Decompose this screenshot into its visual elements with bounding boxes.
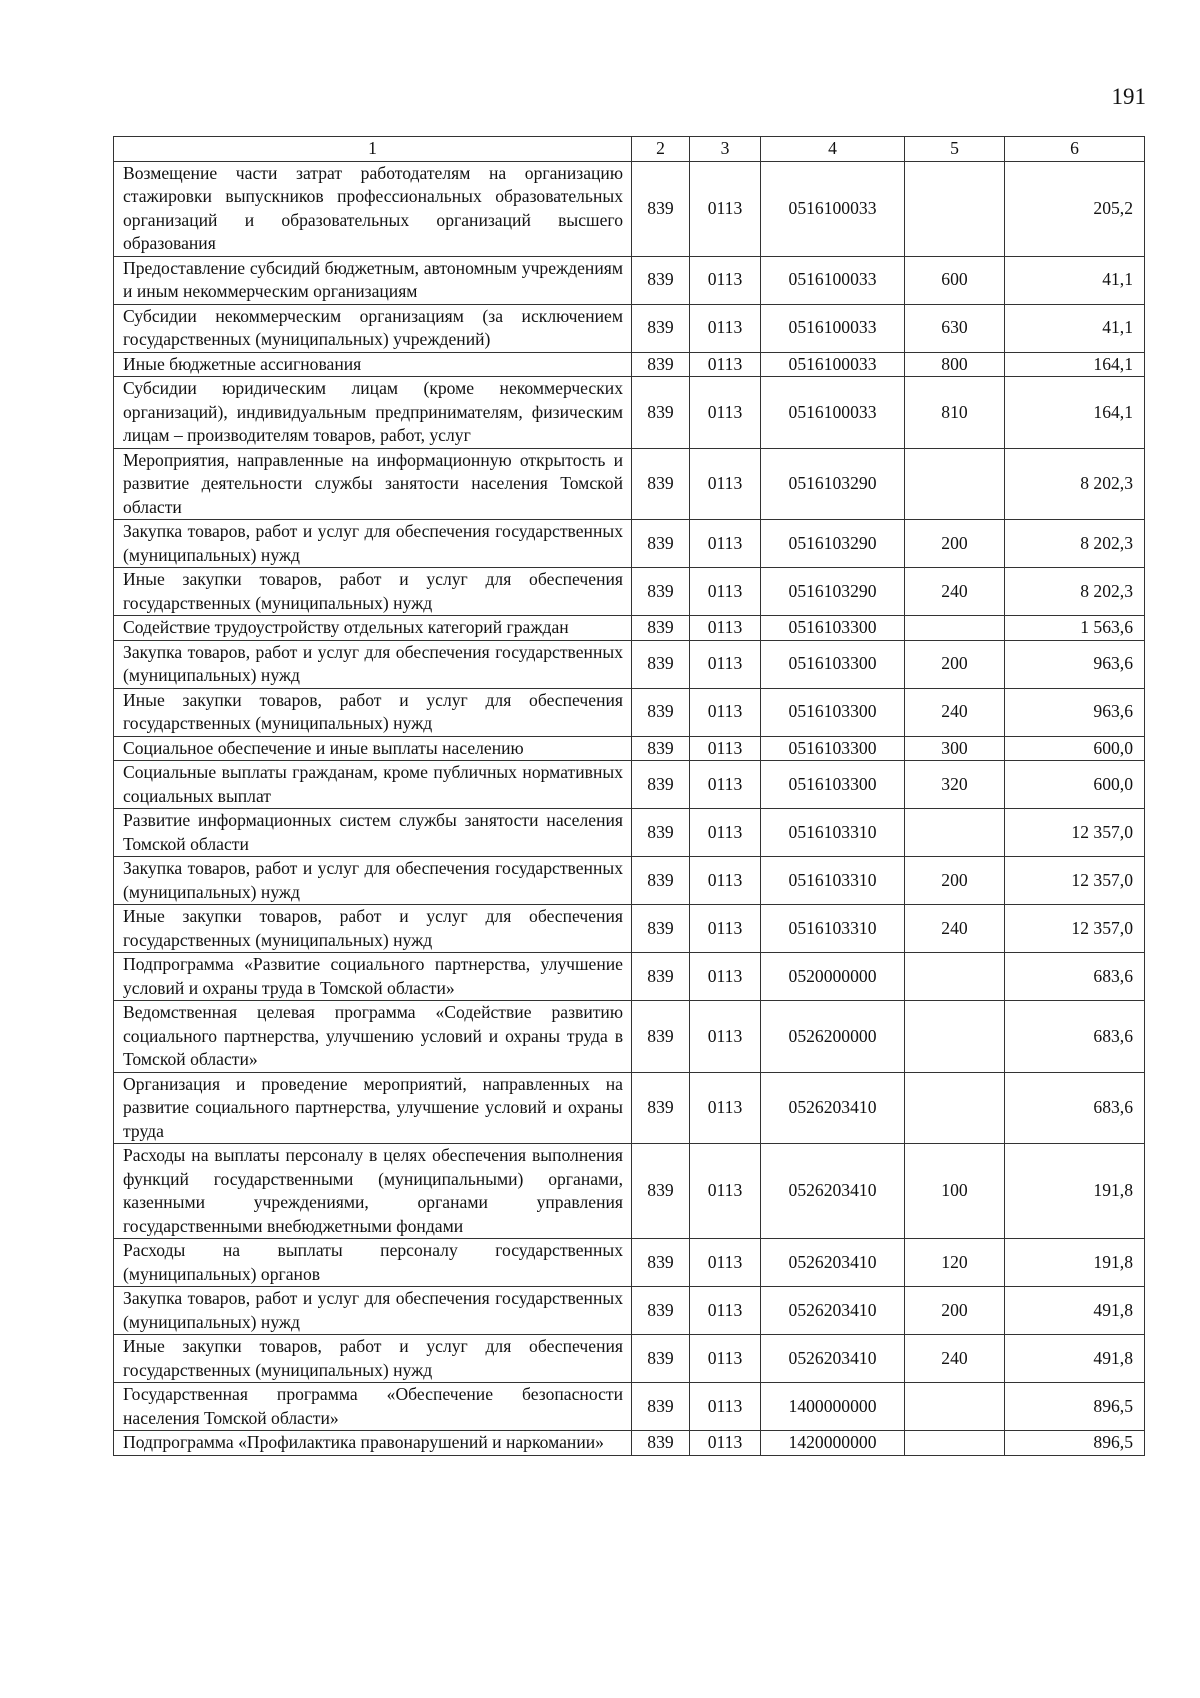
row-amount-cell: 1 563,6 [1005,616,1145,641]
row-expense-type-cell: 200 [905,1287,1005,1335]
page-number: 191 [1111,84,1146,109]
row-expense-type-cell: 240 [905,688,1005,736]
row-target-article-cell: 0526203410 [761,1287,905,1335]
row-expense-type-cell: 100 [905,1144,1005,1239]
row-name-cell: Возмещение части затрат работодателям на организацию стажировки выпускников профессиональных образовательных организаций и образовательных организаций высшего образования [114,161,632,256]
row-expense-type-cell: 800 [905,352,1005,377]
table-row [114,1383,1145,1431]
table-row [114,953,1145,1001]
row-expense-type-cell [905,953,1005,1001]
row-ved-cell: 839 [632,1335,690,1383]
table-row [114,377,1145,449]
row-expense-type-cell [905,448,1005,520]
row-target-article-cell: 0526203410 [761,1239,905,1287]
row-section-cell: 0113 [690,1072,761,1144]
row-name-cell: Организация и проведение мероприятий, направленных на развитие социального партнерства, улучшение условий и охраны труда [114,1072,632,1144]
row-amount-cell: 12 357,0 [1005,809,1145,857]
row-target-article-cell: 0526203410 [761,1144,905,1239]
row-expense-type-cell: 810 [905,377,1005,449]
row-expense-type-cell: 200 [905,640,1005,688]
row-ved-cell: 839 [632,1072,690,1144]
table-row [114,1001,1145,1073]
row-name-cell: Расходы на выплаты персоналу государственных (муниципальных) органов [114,1239,632,1287]
row-section-cell: 0113 [690,448,761,520]
row-expense-type-cell: 600 [905,256,1005,304]
row-section-cell: 0113 [690,953,761,1001]
row-target-article-cell: 0516103300 [761,640,905,688]
row-amount-cell: 896,5 [1005,1383,1145,1431]
row-ved-cell: 839 [632,688,690,736]
row-ved-cell: 839 [632,448,690,520]
row-name-cell: Закупка товаров, работ и услуг для обеспечения государственных (муниципальных) нужд [114,640,632,688]
row-ved-cell: 839 [632,616,690,641]
table-row [114,448,1145,520]
row-section-cell: 0113 [690,1431,761,1456]
row-expense-type-cell: 320 [905,761,1005,809]
row-name-cell: Субсидии юридическим лицам (кроме некоммерческих организаций), индивидуальным предпринимателям, физическим лицам – производителям товаров, работ, услуг [114,377,632,449]
row-expense-type-cell [905,616,1005,641]
row-amount-cell: 164,1 [1005,377,1145,449]
row-name-cell: Ведомственная целевая программа «Содействие развитию социального партнерства, улучшению условий и охраны труда в Томской области» [114,1001,632,1073]
row-amount-cell: 191,8 [1005,1144,1145,1239]
row-ved-cell: 839 [632,1001,690,1073]
row-target-article-cell: 0516103300 [761,688,905,736]
row-target-article-cell: 0516100033 [761,304,905,352]
row-name-cell: Иные закупки товаров, работ и услуг для обеспечения государственных (муниципальных) нужд [114,1335,632,1383]
row-target-article-cell: 0516103300 [761,761,905,809]
table-row [114,256,1145,304]
row-amount-cell: 600,0 [1005,761,1145,809]
row-expense-type-cell [905,1072,1005,1144]
row-name-cell: Иные закупки товаров, работ и услуг для обеспечения государственных (муниципальных) нужд [114,688,632,736]
row-expense-type-cell: 200 [905,520,1005,568]
table-row [114,1335,1145,1383]
row-name-cell: Иные закупки товаров, работ и услуг для обеспечения государственных (муниципальных) нужд [114,905,632,953]
row-name-cell: Подпрограмма «Развитие социального партнерства, улучшение условий и охраны труда в Томской области» [114,953,632,1001]
row-amount-cell: 41,1 [1005,304,1145,352]
row-amount-cell: 683,6 [1005,1072,1145,1144]
budget-table [113,136,1145,1456]
row-name-cell: Иные бюджетные ассигнования [114,352,632,377]
row-ved-cell: 839 [632,1431,690,1456]
row-expense-type-cell: 120 [905,1239,1005,1287]
table-row [114,304,1145,352]
row-ved-cell: 839 [632,256,690,304]
row-target-article-cell: 0516100033 [761,161,905,256]
table-row [114,1431,1145,1456]
row-amount-cell: 12 357,0 [1005,857,1145,905]
row-name-cell: Иные закупки товаров, работ и услуг для обеспечения государственных (муниципальных) нужд [114,568,632,616]
row-expense-type-cell: 240 [905,905,1005,953]
row-target-article-cell: 0526200000 [761,1001,905,1073]
table-row [114,1144,1145,1239]
row-amount-cell: 164,1 [1005,352,1145,377]
table-row [114,905,1145,953]
row-ved-cell: 839 [632,640,690,688]
header-cell-4: 4 [761,137,905,162]
row-target-article-cell: 0516103300 [761,616,905,641]
row-section-cell: 0113 [690,905,761,953]
row-name-cell: Закупка товаров, работ и услуг для обеспечения государственных (муниципальных) нужд [114,857,632,905]
row-name-cell: Закупка товаров, работ и услуг для обеспечения государственных (муниципальных) нужд [114,520,632,568]
row-expense-type-cell [905,1431,1005,1456]
row-ved-cell: 839 [632,1383,690,1431]
row-name-cell: Закупка товаров, работ и услуг для обеспечения государственных (муниципальных) нужд [114,1287,632,1335]
row-expense-type-cell [905,1383,1005,1431]
row-target-article-cell: 0516100033 [761,256,905,304]
row-name-cell: Социальные выплаты гражданам, кроме публичных нормативных социальных выплат [114,761,632,809]
row-ved-cell: 839 [632,568,690,616]
row-expense-type-cell: 300 [905,736,1005,761]
row-amount-cell: 600,0 [1005,736,1145,761]
row-amount-cell: 491,8 [1005,1287,1145,1335]
row-name-cell: Содействие трудоустройству отдельных категорий граждан [114,616,632,641]
table-body [114,161,1145,1455]
row-expense-type-cell [905,809,1005,857]
row-ved-cell: 839 [632,761,690,809]
row-amount-cell: 8 202,3 [1005,448,1145,520]
row-section-cell: 0113 [690,736,761,761]
row-section-cell: 0113 [690,1383,761,1431]
row-name-cell: Субсидии некоммерческим организациям (за исключением государственных (муниципальных) учреждений) [114,304,632,352]
table-row [114,616,1145,641]
row-amount-cell: 491,8 [1005,1335,1145,1383]
row-expense-type-cell: 200 [905,857,1005,905]
row-target-article-cell: 0516103290 [761,568,905,616]
row-name-cell: Государственная программа «Обеспечение безопасности населения Томской области» [114,1383,632,1431]
row-ved-cell: 839 [632,905,690,953]
row-name-cell: Социальное обеспечение и иные выплаты населению [114,736,632,761]
table-row [114,688,1145,736]
row-ved-cell: 839 [632,520,690,568]
row-ved-cell: 839 [632,304,690,352]
row-section-cell: 0113 [690,1001,761,1073]
table-row [114,352,1145,377]
table-row [114,520,1145,568]
row-section-cell: 0113 [690,352,761,377]
row-amount-cell: 8 202,3 [1005,520,1145,568]
table-row [114,640,1145,688]
row-amount-cell: 963,6 [1005,640,1145,688]
row-amount-cell: 205,2 [1005,161,1145,256]
row-amount-cell: 41,1 [1005,256,1145,304]
row-target-article-cell: 0516103310 [761,857,905,905]
row-target-article-cell: 0516103290 [761,448,905,520]
table-row [114,1239,1145,1287]
row-target-article-cell: 0516100033 [761,352,905,377]
row-name-cell: Расходы на выплаты персоналу в целях обеспечения выполнения функций государственными (муниципальными) органами, казенными учреждениями, органами управления государственными внебюджетными фондами [114,1144,632,1239]
row-expense-type-cell: 240 [905,1335,1005,1383]
row-ved-cell: 839 [632,1144,690,1239]
table-row [114,761,1145,809]
row-amount-cell: 8 202,3 [1005,568,1145,616]
row-section-cell: 0113 [690,1144,761,1239]
row-amount-cell: 896,5 [1005,1431,1145,1456]
row-name-cell: Развитие информационных систем службы занятости населения Томской области [114,809,632,857]
table-row [114,857,1145,905]
row-section-cell: 0113 [690,568,761,616]
row-expense-type-cell [905,161,1005,256]
row-target-article-cell: 1420000000 [761,1431,905,1456]
row-amount-cell: 683,6 [1005,953,1145,1001]
table-row [114,736,1145,761]
table-row [114,1287,1145,1335]
row-name-cell: Предоставление субсидий бюджетным, автономным учреждениям и иным некоммерческим организациям [114,256,632,304]
row-ved-cell: 839 [632,377,690,449]
header-cell-5: 5 [905,137,1005,162]
row-ved-cell: 839 [632,809,690,857]
row-target-article-cell: 0526203410 [761,1335,905,1383]
row-section-cell: 0113 [690,688,761,736]
row-ved-cell: 839 [632,736,690,761]
row-expense-type-cell [905,1001,1005,1073]
row-section-cell: 0113 [690,1239,761,1287]
row-target-article-cell: 1400000000 [761,1383,905,1431]
row-target-article-cell: 0516103310 [761,905,905,953]
row-amount-cell: 683,6 [1005,1001,1145,1073]
row-section-cell: 0113 [690,1287,761,1335]
row-section-cell: 0113 [690,857,761,905]
row-target-article-cell: 0526203410 [761,1072,905,1144]
header-cell-1: 1 [114,137,632,162]
row-amount-cell: 12 357,0 [1005,905,1145,953]
header-cell-2: 2 [632,137,690,162]
row-ved-cell: 839 [632,161,690,256]
row-ved-cell: 839 [632,953,690,1001]
row-section-cell: 0113 [690,304,761,352]
row-target-article-cell: 0516103310 [761,809,905,857]
row-amount-cell: 191,8 [1005,1239,1145,1287]
row-section-cell: 0113 [690,761,761,809]
row-ved-cell: 839 [632,1239,690,1287]
row-target-article-cell: 0516100033 [761,377,905,449]
row-target-article-cell: 0516103300 [761,736,905,761]
row-section-cell: 0113 [690,616,761,641]
row-expense-type-cell: 240 [905,568,1005,616]
table-row [114,809,1145,857]
row-ved-cell: 839 [632,1287,690,1335]
header-cell-6: 6 [1005,137,1145,162]
row-section-cell: 0113 [690,809,761,857]
row-section-cell: 0113 [690,640,761,688]
row-target-article-cell: 0520000000 [761,953,905,1001]
row-name-cell: Подпрограмма «Профилактика правонарушений и наркомании» [114,1431,632,1456]
row-ved-cell: 839 [632,352,690,377]
row-section-cell: 0113 [690,256,761,304]
table-row [114,1072,1145,1144]
table-row [114,568,1145,616]
row-target-article-cell: 0516103290 [761,520,905,568]
row-section-cell: 0113 [690,520,761,568]
row-section-cell: 0113 [690,377,761,449]
row-expense-type-cell: 630 [905,304,1005,352]
row-ved-cell: 839 [632,857,690,905]
table-row [114,161,1145,256]
header-cell-3: 3 [690,137,761,162]
table-header-row [114,137,1145,162]
row-name-cell: Мероприятия, направленные на информационную открытость и развитие деятельности службы занятости населения Томской области [114,448,632,520]
row-section-cell: 0113 [690,1335,761,1383]
row-amount-cell: 963,6 [1005,688,1145,736]
row-section-cell: 0113 [690,161,761,256]
